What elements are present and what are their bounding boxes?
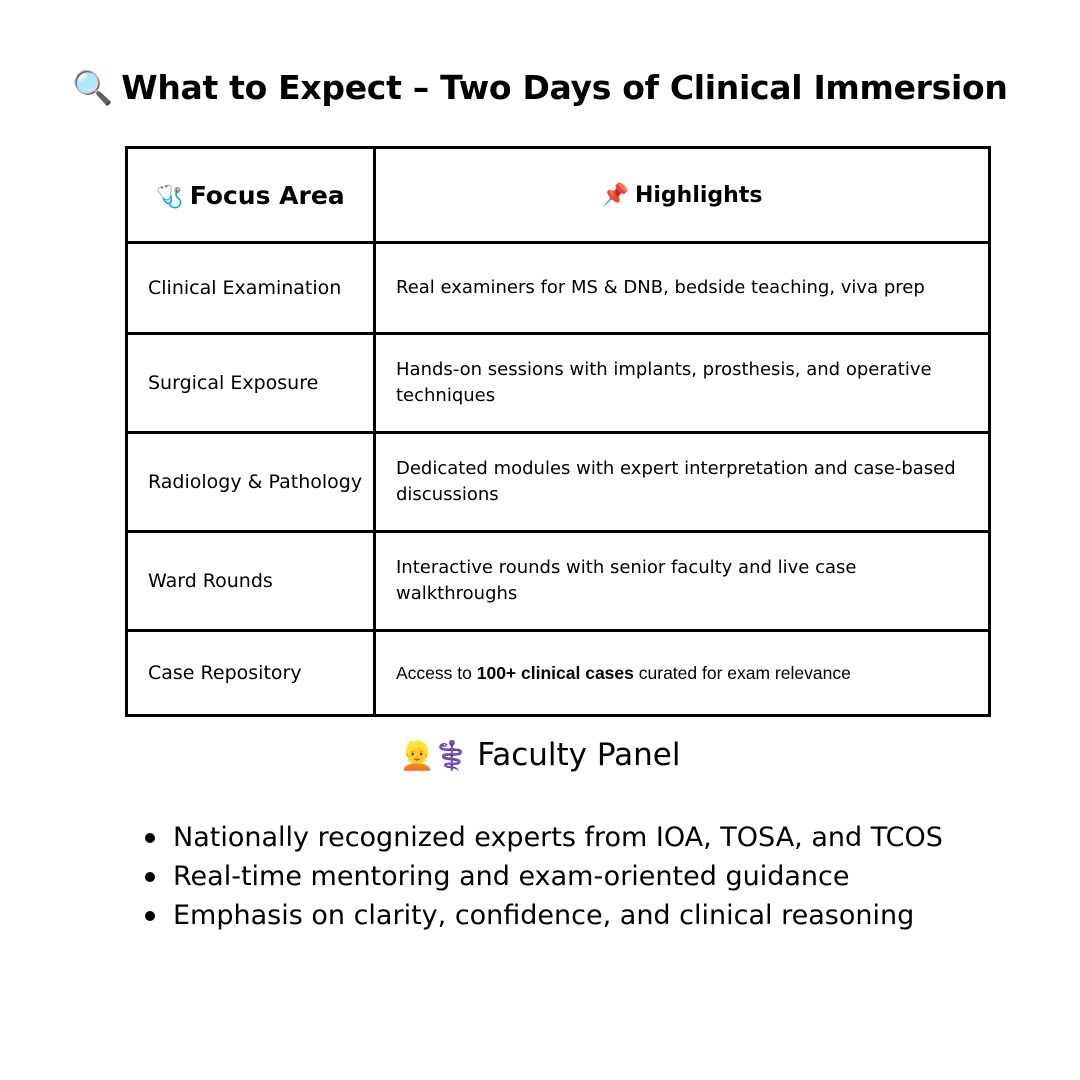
stethoscope-icon: 🩺 [156, 184, 184, 210]
table-row [127, 243, 990, 334]
highlight-text-bold: 100+ clinical cases [476, 663, 634, 683]
list-item [140, 857, 1040, 896]
table-row [127, 433, 990, 532]
focus-area-cell: Surgical Exposure [127, 334, 375, 433]
table-row [127, 532, 990, 631]
focus-area-cell: Radiology & Pathology [127, 433, 375, 532]
page-title [0, 62, 1080, 114]
table-row [127, 631, 990, 716]
bullet-text: Real-time mentoring and exam-oriented guidance [173, 861, 850, 892]
magnifying-glass-icon: 🔍 [72, 68, 114, 107]
focus-area-cell: Ward Rounds [127, 532, 375, 631]
table-row [127, 334, 990, 433]
highlight-cell: Hands-on sessions with implants, prosthesis, and operative techniques [375, 334, 990, 433]
bullet-text: Emphasis on clarity, confidence, and clinical reasoning [173, 900, 915, 931]
faculty-panel-heading [0, 733, 1080, 778]
pushpin-icon: 📌 [601, 182, 629, 208]
focus-table [125, 146, 991, 717]
highlight-text-pre: Access to [396, 663, 477, 683]
highlight-cell: Interactive rounds with senior faculty and live case walkthroughs [375, 532, 990, 631]
header-focus-area-label: Focus Area [189, 180, 345, 210]
highlight-text-post: curated for exam relevance [633, 663, 851, 683]
highlight-cell: Real examiners for MS & DNB, bedside teaching, viva prep [375, 243, 990, 334]
table-header-row [127, 148, 990, 243]
faculty-bullet-list [140, 818, 1040, 935]
focus-area-cell: Case Repository [127, 631, 375, 716]
bullet-icon [145, 911, 155, 921]
bullet-icon [145, 833, 155, 843]
focus-area-cell: Clinical Examination [127, 243, 375, 334]
list-item [140, 818, 1040, 857]
highlight-cell: Dedicated modules with expert interpretation and case-based discussions [375, 433, 990, 532]
header-focus-area [127, 148, 375, 243]
list-item [140, 896, 1040, 935]
faculty-panel-title: Faculty Panel [477, 737, 681, 773]
header-highlights [375, 148, 990, 243]
page-title-text: What to Expect – Two Days of Clinical Immersion [121, 68, 1008, 107]
faculty-icons: 👱⚕️ [399, 739, 470, 772]
bullet-text: Nationally recognized experts from IOA, TOSA, and TCOS [173, 822, 943, 853]
bullet-icon [145, 872, 155, 882]
highlight-cell [375, 631, 990, 716]
header-highlights-label: Highlights [634, 182, 763, 208]
